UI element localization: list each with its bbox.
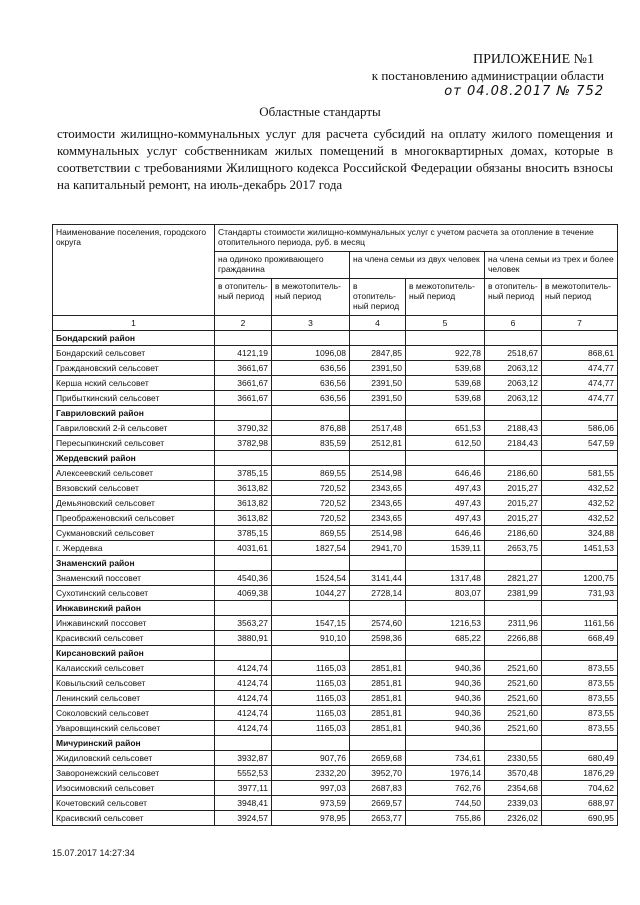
settlement-name: Красивский сельсовет [53, 811, 215, 826]
value-cell: 1165,03 [272, 691, 350, 706]
settlement-name: Пересыпкинский сельсовет [53, 436, 215, 451]
table-row [53, 676, 618, 691]
value-cell: 1451,53 [542, 541, 618, 556]
district-name: Знаменский район [53, 556, 215, 571]
value-cell: 873,55 [542, 706, 618, 721]
table-row [53, 631, 618, 646]
value-cell: 2851,81 [350, 721, 406, 736]
value-cell: 910,10 [272, 631, 350, 646]
empty-cell [485, 406, 542, 421]
empty-cell [215, 646, 272, 661]
print-timestamp: 15.07.2017 14:27:34 [52, 848, 135, 858]
value-cell: 2343,65 [350, 511, 406, 526]
empty-cell [485, 646, 542, 661]
value-cell: 868,61 [542, 346, 618, 361]
district-row [53, 736, 618, 751]
district-name: Жердевский район [53, 451, 215, 466]
value-cell: 636,56 [272, 361, 350, 376]
settlement-name: Керша нский сельсовет [53, 376, 215, 391]
empty-cell [406, 736, 485, 751]
empty-cell [350, 646, 406, 661]
empty-cell [542, 331, 618, 346]
settlement-name: Сухотинский сельсовет [53, 586, 215, 601]
settlement-name: Сукмановский сельсовет [53, 526, 215, 541]
table-row [53, 781, 618, 796]
district-row [53, 646, 618, 661]
column-index: 5 [406, 316, 485, 331]
value-cell: 940,36 [406, 661, 485, 676]
value-cell: 2514,98 [350, 466, 406, 481]
value-cell: 685,22 [406, 631, 485, 646]
value-cell: 2851,81 [350, 706, 406, 721]
value-cell: 2354,68 [485, 781, 542, 796]
settlement-name: Изосимовский сельсовет [53, 781, 215, 796]
value-cell: 720,52 [272, 511, 350, 526]
settlement-name: Соколовский сельсовет [53, 706, 215, 721]
value-cell: 2188,43 [485, 421, 542, 436]
settlement-name: Кочетовский сельсовет [53, 796, 215, 811]
table-row [53, 616, 618, 631]
value-cell: 1547,15 [272, 616, 350, 631]
sub-heating-header: в отопитель-ный период [350, 279, 406, 316]
empty-cell [272, 601, 350, 616]
empty-cell [542, 736, 618, 751]
group-three-header: на члена семьи из трех и более человек [485, 252, 618, 279]
value-cell: 2512,81 [350, 436, 406, 451]
value-cell: 1827,54 [272, 541, 350, 556]
value-cell: 668,49 [542, 631, 618, 646]
handwritten-date: от 04.08.2017 № 752 [444, 84, 604, 99]
district-name: Гавриловский район [53, 406, 215, 421]
settlement-name: Граждановский сельсовет [53, 361, 215, 376]
settlement-name: Инжавинский поссовет [53, 616, 215, 631]
value-cell: 636,56 [272, 391, 350, 406]
value-cell: 3952,70 [350, 766, 406, 781]
settlement-name: Красивский сельсовет [53, 631, 215, 646]
value-cell: 835,59 [272, 436, 350, 451]
empty-cell [542, 556, 618, 571]
value-cell: 2653,75 [485, 541, 542, 556]
table-row [53, 481, 618, 496]
settlement-name: Бондарский сельсовет [53, 346, 215, 361]
value-cell: 4124,74 [215, 706, 272, 721]
value-cell: 2343,65 [350, 496, 406, 511]
table-row [53, 436, 618, 451]
value-cell: 4124,74 [215, 691, 272, 706]
value-cell: 646,46 [406, 466, 485, 481]
value-cell: 4124,74 [215, 721, 272, 736]
district-name: Мичуринский район [53, 736, 215, 751]
value-cell: 869,55 [272, 466, 350, 481]
value-cell: 2851,81 [350, 691, 406, 706]
empty-cell [272, 331, 350, 346]
value-cell: 3661,67 [215, 361, 272, 376]
empty-cell [350, 331, 406, 346]
district-row [53, 451, 618, 466]
empty-cell [272, 406, 350, 421]
value-cell: 3948,41 [215, 796, 272, 811]
value-cell: 3563,27 [215, 616, 272, 631]
empty-cell [272, 451, 350, 466]
value-cell: 2391,50 [350, 391, 406, 406]
value-cell: 876,88 [272, 421, 350, 436]
value-cell: 4121,19 [215, 346, 272, 361]
empty-cell [542, 646, 618, 661]
value-cell: 2669,57 [350, 796, 406, 811]
empty-cell [542, 451, 618, 466]
value-cell: 1165,03 [272, 721, 350, 736]
table-row [53, 721, 618, 736]
group-single-header: на одиноко проживающего гражданина [215, 252, 350, 279]
value-cell: 873,55 [542, 676, 618, 691]
value-cell: 3880,91 [215, 631, 272, 646]
value-cell: 2521,60 [485, 721, 542, 736]
empty-cell [406, 601, 485, 616]
value-cell: 680,49 [542, 751, 618, 766]
table-row [53, 811, 618, 826]
column-index: 4 [350, 316, 406, 331]
value-cell: 3924,57 [215, 811, 272, 826]
value-cell: 2186,60 [485, 466, 542, 481]
settlement-name: Калаисский сельсовет [53, 661, 215, 676]
value-cell: 497,43 [406, 496, 485, 511]
empty-cell [485, 331, 542, 346]
empty-cell [350, 451, 406, 466]
column-index: 3 [272, 316, 350, 331]
value-cell: 720,52 [272, 496, 350, 511]
value-cell: 2851,81 [350, 661, 406, 676]
settlement-name: Демьяновский сельсовет [53, 496, 215, 511]
value-cell: 586,06 [542, 421, 618, 436]
value-cell: 4124,74 [215, 676, 272, 691]
value-cell: 2343,65 [350, 481, 406, 496]
value-cell: 3613,82 [215, 481, 272, 496]
value-cell: 539,68 [406, 376, 485, 391]
table-body [53, 331, 618, 826]
value-cell: 922,78 [406, 346, 485, 361]
value-cell: 2326,02 [485, 811, 542, 826]
value-cell: 2517,48 [350, 421, 406, 436]
value-cell: 2821,27 [485, 571, 542, 586]
table-row [53, 346, 618, 361]
table-row [53, 511, 618, 526]
district-name: Кирсановский район [53, 646, 215, 661]
value-cell: 432,52 [542, 481, 618, 496]
value-cell: 497,43 [406, 511, 485, 526]
value-cell: 651,53 [406, 421, 485, 436]
column-index: 6 [485, 316, 542, 331]
settlement-name: Алексеевский сельсовет [53, 466, 215, 481]
column-index: 7 [542, 316, 618, 331]
value-cell: 2653,77 [350, 811, 406, 826]
sub-heating-header: в отопитель-ный период [485, 279, 542, 316]
settlement-name: Ленинский сельсовет [53, 691, 215, 706]
value-cell: 3932,87 [215, 751, 272, 766]
empty-cell [542, 601, 618, 616]
table-row [53, 391, 618, 406]
sub-between-header: в межотопитель-ный период [542, 279, 618, 316]
value-cell: 940,36 [406, 691, 485, 706]
district-row [53, 406, 618, 421]
settlement-name: Заворонежский сельсовет [53, 766, 215, 781]
value-cell: 4069,38 [215, 586, 272, 601]
value-cell: 940,36 [406, 706, 485, 721]
value-cell: 2339,03 [485, 796, 542, 811]
value-cell: 547,59 [542, 436, 618, 451]
value-cell: 2514,98 [350, 526, 406, 541]
document-header [372, 52, 604, 100]
value-cell: 704,62 [542, 781, 618, 796]
value-cell: 690,95 [542, 811, 618, 826]
empty-cell [272, 556, 350, 571]
value-cell: 907,76 [272, 751, 350, 766]
empty-cell [485, 601, 542, 616]
empty-cell [406, 451, 485, 466]
value-cell: 2063,12 [485, 376, 542, 391]
empty-cell [542, 406, 618, 421]
value-cell: 2391,50 [350, 361, 406, 376]
value-cell: 1976,14 [406, 766, 485, 781]
empty-cell [406, 331, 485, 346]
value-cell: 2391,50 [350, 376, 406, 391]
value-cell: 762,76 [406, 781, 485, 796]
value-cell: 474,77 [542, 361, 618, 376]
table-row [53, 376, 618, 391]
empty-cell [485, 736, 542, 751]
sub-between-header: в межотопитель-ный период [406, 279, 485, 316]
settlement-name: Гавриловский 2-й сельсовет [53, 421, 215, 436]
value-cell: 2063,12 [485, 391, 542, 406]
column-index-row [53, 316, 618, 331]
value-cell: 1216,53 [406, 616, 485, 631]
value-cell: 2521,60 [485, 706, 542, 721]
table-row [53, 751, 618, 766]
district-row [53, 331, 618, 346]
document-description: стоимости жилищно-коммунальных услуг для расчета субсидий на оплату жилого помещения и коммунальных услуг собственникам жилых помещений в многоквартирных домах, которые в соответствии с требованиями Жилищного кодекса Российской Федерации обязаны вносить взносы на капитальный ремонт, на июль-декабрь 2017 года [57, 126, 613, 192]
settlement-name: г. Жердевка [53, 541, 215, 556]
value-cell: 2330,55 [485, 751, 542, 766]
value-cell: 2311,96 [485, 616, 542, 631]
value-cell: 474,77 [542, 391, 618, 406]
district-row [53, 556, 618, 571]
empty-cell [485, 451, 542, 466]
value-cell: 731,93 [542, 586, 618, 601]
settlement-name: Преображеновский сельсовет [53, 511, 215, 526]
value-cell: 2847,85 [350, 346, 406, 361]
value-cell: 3782,98 [215, 436, 272, 451]
group-two-header: на члена семьи из двух человек [350, 252, 485, 279]
value-cell: 4031,61 [215, 541, 272, 556]
empty-cell [215, 406, 272, 421]
value-cell: 803,07 [406, 586, 485, 601]
value-cell: 2063,12 [485, 361, 542, 376]
value-cell: 497,43 [406, 481, 485, 496]
empty-cell [272, 736, 350, 751]
value-cell: 873,55 [542, 721, 618, 736]
table-row [53, 526, 618, 541]
value-cell: 2941,70 [350, 541, 406, 556]
empty-cell [406, 406, 485, 421]
value-cell: 2598,36 [350, 631, 406, 646]
table-row [53, 796, 618, 811]
column-index: 2 [215, 316, 272, 331]
value-cell: 3613,82 [215, 496, 272, 511]
value-cell: 3570,48 [485, 766, 542, 781]
value-cell: 1317,48 [406, 571, 485, 586]
value-cell: 2015,27 [485, 496, 542, 511]
value-cell: 1539,11 [406, 541, 485, 556]
value-cell: 3785,15 [215, 466, 272, 481]
value-cell: 2521,60 [485, 691, 542, 706]
value-cell: 1524,54 [272, 571, 350, 586]
value-cell: 744,50 [406, 796, 485, 811]
empty-cell [406, 646, 485, 661]
value-cell: 940,36 [406, 721, 485, 736]
empty-cell [215, 601, 272, 616]
value-cell: 2518,67 [485, 346, 542, 361]
value-cell: 978,95 [272, 811, 350, 826]
empty-cell [272, 646, 350, 661]
value-cell: 2186,60 [485, 526, 542, 541]
value-cell: 612,50 [406, 436, 485, 451]
value-cell: 581,55 [542, 466, 618, 481]
document-title: Областные стандарты [259, 104, 381, 119]
settlement-name: Прибыткинский сельсовет [53, 391, 215, 406]
table-row [53, 421, 618, 436]
value-cell: 1165,03 [272, 706, 350, 721]
value-cell: 3661,67 [215, 391, 272, 406]
table-row [53, 466, 618, 481]
value-cell: 3141,44 [350, 571, 406, 586]
table-row [53, 361, 618, 376]
table-row [53, 661, 618, 676]
value-cell: 432,52 [542, 496, 618, 511]
value-cell: 755,86 [406, 811, 485, 826]
empty-cell [350, 406, 406, 421]
table-row [53, 586, 618, 601]
value-cell: 1165,03 [272, 676, 350, 691]
value-cell: 734,61 [406, 751, 485, 766]
table-row [53, 571, 618, 586]
value-cell: 3613,82 [215, 511, 272, 526]
value-cell: 940,36 [406, 676, 485, 691]
value-cell: 324,88 [542, 526, 618, 541]
value-cell: 539,68 [406, 361, 485, 376]
empty-cell [350, 556, 406, 571]
value-cell: 873,55 [542, 661, 618, 676]
value-cell: 539,68 [406, 391, 485, 406]
value-cell: 1044,27 [272, 586, 350, 601]
settlement-name: Уваровщинский сельсовет [53, 721, 215, 736]
empty-cell [350, 601, 406, 616]
value-cell: 1165,03 [272, 661, 350, 676]
empty-cell [215, 451, 272, 466]
appendix-label: ПРИЛОЖЕНИЕ №1 [473, 52, 594, 67]
value-cell: 973,59 [272, 796, 350, 811]
value-cell: 4540,36 [215, 571, 272, 586]
column-index: 1 [53, 316, 215, 331]
value-cell: 2521,60 [485, 676, 542, 691]
value-cell: 873,55 [542, 691, 618, 706]
empty-cell [350, 736, 406, 751]
value-cell: 2659,68 [350, 751, 406, 766]
value-cell: 2015,27 [485, 511, 542, 526]
value-cell: 2184,43 [485, 436, 542, 451]
sub-between-header: в межотопитель-ный период [272, 279, 350, 316]
value-cell: 3785,15 [215, 526, 272, 541]
standards-table [52, 224, 618, 826]
value-cell: 2687,83 [350, 781, 406, 796]
value-cell: 720,52 [272, 481, 350, 496]
table-row [53, 541, 618, 556]
value-cell: 2521,60 [485, 661, 542, 676]
table-row [53, 691, 618, 706]
value-cell: 2266,88 [485, 631, 542, 646]
settlement-name: Знаменский поссовет [53, 571, 215, 586]
value-cell: 3661,67 [215, 376, 272, 391]
value-cell: 2332,20 [272, 766, 350, 781]
value-cell: 2728,14 [350, 586, 406, 601]
table-row [53, 766, 618, 781]
value-cell: 1876,29 [542, 766, 618, 781]
value-cell: 2381,99 [485, 586, 542, 601]
value-cell: 474,77 [542, 376, 618, 391]
value-cell: 2851,81 [350, 676, 406, 691]
value-cell: 2574,60 [350, 616, 406, 631]
value-cell: 3977,11 [215, 781, 272, 796]
empty-cell [215, 736, 272, 751]
value-cell: 3790,32 [215, 421, 272, 436]
value-cell: 4124,74 [215, 661, 272, 676]
value-cell: 432,52 [542, 511, 618, 526]
resolution-label: к постановлению администрации области [371, 68, 604, 83]
value-cell: 1161,56 [542, 616, 618, 631]
value-cell: 636,56 [272, 376, 350, 391]
table-row [53, 496, 618, 511]
settlement-name: Жидиловский сельсовет [53, 751, 215, 766]
empty-cell [215, 331, 272, 346]
district-name: Инжавинский район [53, 601, 215, 616]
empty-cell [485, 556, 542, 571]
value-cell: 1200,75 [542, 571, 618, 586]
table-row [53, 706, 618, 721]
empty-cell [215, 556, 272, 571]
settlement-name: Вязовский сельсовет [53, 481, 215, 496]
value-cell: 997,03 [272, 781, 350, 796]
value-cell: 5552,53 [215, 766, 272, 781]
settlement-name: Ковыльский сельсовет [53, 676, 215, 691]
value-cell: 2015,27 [485, 481, 542, 496]
sub-heating-header: в отопитель-ный период [215, 279, 272, 316]
value-cell: 688,97 [542, 796, 618, 811]
col-name-header: Наименование поселения, городского округа [53, 225, 215, 316]
value-cell: 1096,08 [272, 346, 350, 361]
empty-cell [406, 556, 485, 571]
district-name: Бондарский район [53, 331, 215, 346]
col-standards-header: Стандарты стоимости жилищно-коммунальных услуг с учетом расчета за отопление в течение отопительного периода, руб. в месяц [215, 225, 618, 252]
district-row [53, 601, 618, 616]
value-cell: 646,46 [406, 526, 485, 541]
value-cell: 869,55 [272, 526, 350, 541]
